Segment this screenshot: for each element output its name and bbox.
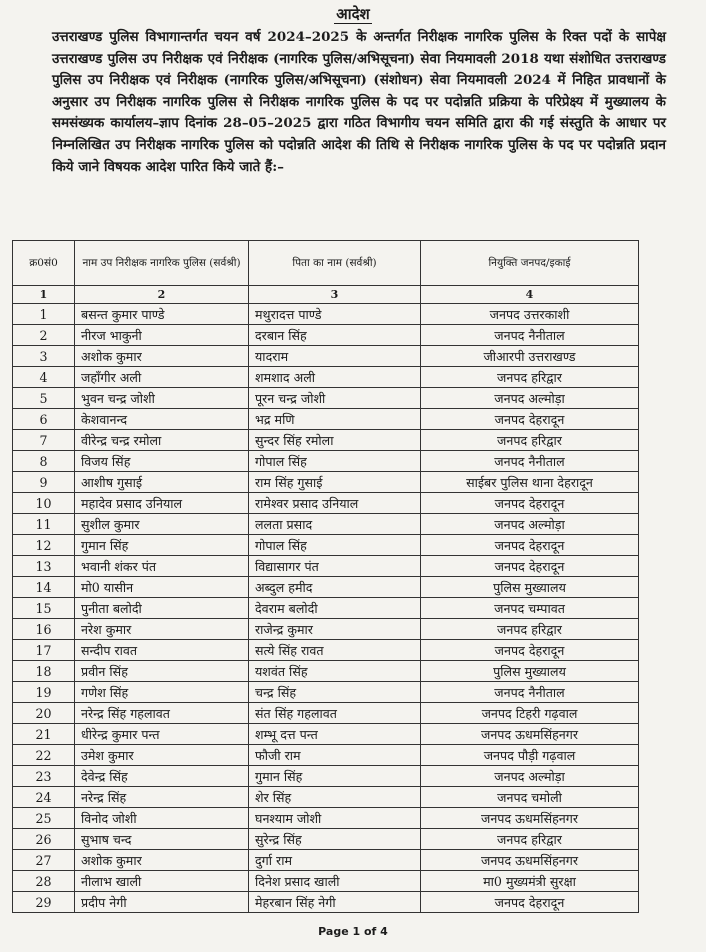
column-number: 3 [249,286,421,304]
posting-unit: जनपद चम्पावत [421,598,639,619]
table-row [13,325,639,346]
row-serial: 6 [13,409,75,430]
table-row [13,787,639,808]
table-row [13,829,639,850]
row-serial: 28 [13,871,75,892]
posting-unit: जनपद अल्मोड़ा [421,766,639,787]
posting-unit: जनपद देहरादून [421,640,639,661]
officer-name: पुनीता बलोदी [75,598,249,619]
header-name: नाम उप निरीक्षक नागरिक पुलिस (सर्वश्री) [75,241,249,286]
row-serial: 14 [13,577,75,598]
father-name: यादराम [249,346,421,367]
table-row [13,892,639,913]
page-footer: Page 1 of 4 [318,925,388,938]
table-row [13,367,639,388]
officer-name: नरेन्द्र सिंह [75,787,249,808]
posting-unit: जनपद हरिद्वार [421,367,639,388]
table-row [13,724,639,745]
column-number-row [13,286,639,304]
row-serial: 26 [13,829,75,850]
row-serial: 10 [13,493,75,514]
father-name: दिनेश प्रसाद खाली [249,871,421,892]
table-row [13,409,639,430]
row-serial: 24 [13,787,75,808]
document-title: आदेश [336,5,370,23]
row-serial: 29 [13,892,75,913]
officer-name: देवेन्द्र सिंह [75,766,249,787]
officer-name: मो0 यासीन [75,577,249,598]
posting-unit: जनपद अल्मोड़ा [421,514,639,535]
father-name: भद्र मणि [249,409,421,430]
posting-unit: जनपद उत्तरकाशी [421,304,639,325]
father-name: गोपाल सिंह [249,451,421,472]
father-name: देवराम बलोदी [249,598,421,619]
row-serial: 19 [13,682,75,703]
officer-name: प्रवीन सिंह [75,661,249,682]
row-serial: 25 [13,808,75,829]
father-name: पूरन चन्द्र जोशी [249,388,421,409]
header-posting: नियुक्ति जनपद/इकाई [421,241,639,286]
officer-name: भवानी शंकर पंत [75,556,249,577]
row-serial: 16 [13,619,75,640]
table-row [13,640,639,661]
officer-name: सन्दीप रावत [75,640,249,661]
row-serial: 3 [13,346,75,367]
posting-unit: जनपद हरिद्वार [421,829,639,850]
row-serial: 4 [13,367,75,388]
table-row [13,661,639,682]
father-name: रामेश्वर प्रसाद उनियाल [249,493,421,514]
row-serial: 21 [13,724,75,745]
officer-name: विनोद जोशी [75,808,249,829]
posting-unit: जनपद पौड़ी गढ़वाल [421,745,639,766]
table-header-row [13,241,639,286]
posting-unit: जनपद टिहरी गढ़वाल [421,703,639,724]
table-row [13,619,639,640]
posting-unit: जनपद नैनीताल [421,451,639,472]
father-name: सुन्दर सिंह रमोला [249,430,421,451]
table-row [13,493,639,514]
row-serial: 2 [13,325,75,346]
officer-name: बसन्त कुमार पाण्डे [75,304,249,325]
table-row [13,703,639,724]
officer-name: जहाँगीर अली [75,367,249,388]
column-number: 2 [75,286,249,304]
officer-name: केशवानन्द [75,409,249,430]
officer-name: सुभाष चन्द [75,829,249,850]
officer-name: आशीष गुसाई [75,472,249,493]
officer-name: उमेश कुमार [75,745,249,766]
posting-unit: साईबर पुलिस थाना देहरादून [421,472,639,493]
officer-name: विजय सिंह [75,451,249,472]
officer-name: महादेव प्रसाद उनियाल [75,493,249,514]
officer-name: नीरज भाकुनी [75,325,249,346]
table-body [13,304,639,913]
posting-unit: जनपद देहरादून [421,535,639,556]
father-name: मथुरादत्त पाण्डे [249,304,421,325]
row-serial: 11 [13,514,75,535]
officer-name: अशोक कुमार [75,850,249,871]
officer-name: गणेश सिंह [75,682,249,703]
posting-unit: जनपद देहरादून [421,556,639,577]
table-row [13,535,639,556]
table-row [13,871,639,892]
father-name: शम्भू दत्त पन्त [249,724,421,745]
father-name: राजेन्द्र कुमार [249,619,421,640]
posting-unit: जनपद हरिद्वार [421,619,639,640]
table-row [13,850,639,871]
officer-name: नरेन्द्र सिंह गहलावत [75,703,249,724]
officer-name: अशोक कुमार [75,346,249,367]
row-serial: 9 [13,472,75,493]
father-name: अब्दुल हमीद [249,577,421,598]
table-row [13,745,639,766]
table-row [13,577,639,598]
row-serial: 12 [13,535,75,556]
row-serial: 17 [13,640,75,661]
posting-unit: जनपद ऊधमसिंहनगर [421,724,639,745]
row-serial: 8 [13,451,75,472]
father-name: शेर सिंह [249,787,421,808]
father-name: राम सिंह गुसाई [249,472,421,493]
father-name: सुरेन्द्र सिंह [249,829,421,850]
father-name: ललता प्रसाद [249,514,421,535]
posting-unit: जनपद देहरादून [421,892,639,913]
officer-name: प्रदीप नेगी [75,892,249,913]
father-name: संत सिंह गहलावत [249,703,421,724]
row-serial: 15 [13,598,75,619]
row-serial: 1 [13,304,75,325]
father-name: घनश्याम जोशी [249,808,421,829]
father-name: विद्यासागर पंत [249,556,421,577]
row-serial: 20 [13,703,75,724]
father-name: गुमान सिंह [249,766,421,787]
officer-name: नरेश कुमार [75,619,249,640]
table-row [13,598,639,619]
father-name: मेहरबान सिंह नेगी [249,892,421,913]
officer-name: वीरेन्द्र चन्द्र रमोला [75,430,249,451]
column-number: 4 [421,286,639,304]
row-serial: 7 [13,430,75,451]
posting-unit: जनपद ऊधमसिंहनगर [421,850,639,871]
father-name: दुर्गा राम [249,850,421,871]
table-row [13,346,639,367]
row-serial: 27 [13,850,75,871]
posting-unit: पुलिस मुख्यालय [421,577,639,598]
officer-name: गुमान सिंह [75,535,249,556]
posting-unit: जीआरपी उत्तराखण्ड [421,346,639,367]
father-name: फौजी राम [249,745,421,766]
order-paragraph: उत्तराखण्ड पुलिस विभागान्तर्गत चयन वर्ष 2024–2025 के अन्तर्गत निरीक्षक नागरिक पुलिस के रिक्त पदों के सापेक्ष उत्तराखण्ड पुलिस उप निरीक्षक एवं निरीक्षक (नागरिक पुलिस/अभिसूचना) सेवा नियमावली 2018 यथा संशोधित उत्तराखण्ड पुलिस उप निरीक्षक एवं निरीक्षक (नागरिक पुलिस/अभिसूचना) (संशोधन) सेवा नियमावली 2024 में निहित प्रावधानों के अनुसार उप निरीक्षक नागरिक पुलिस से निरीक्षक नागरिक पुलिस के पद पर पदोन्नति प्रक्रिया के परिप्रेक्ष्य में मुख्यालय के समसंख्यक कार्यालय–ज्ञाप दिनांक 28–05–2025 द्वारा गठित विभागीय चयन समिति द्वारा की गई संस्तुति के आधार पर निम्नलिखित उप निरीक्षक नागरिक पुलिस को पदोन्नति आदेश की तिथि से निरीक्षक नागरिक पुलिस के पद पर पदोन्नति प्रदान किये जाने विषयक आदेश पारित किये जाते हैं:– [52,29,666,175]
table-row [13,472,639,493]
father-name: शमशाद अली [249,367,421,388]
officer-name: भुवन चन्द्र जोशी [75,388,249,409]
column-number: 1 [13,286,75,304]
father-name: सत्ये सिंह रावत [249,640,421,661]
posting-unit: जनपद देहरादून [421,493,639,514]
officer-name: धीरेन्द्र कुमार पन्त [75,724,249,745]
table-row [13,388,639,409]
row-serial: 18 [13,661,75,682]
promotion-table [12,240,639,913]
table-row [13,766,639,787]
father-name: चन्द्र सिंह [249,682,421,703]
row-serial: 5 [13,388,75,409]
table-row [13,556,639,577]
table-row [13,430,639,451]
posting-unit: जनपद नैनीताल [421,325,639,346]
table-row [13,304,639,325]
officer-name: नीलाभ खाली [75,871,249,892]
row-serial: 13 [13,556,75,577]
father-name: दरबान सिंह [249,325,421,346]
row-serial: 22 [13,745,75,766]
officer-name: सुशील कुमार [75,514,249,535]
posting-unit: जनपद चमोली [421,787,639,808]
father-name: यशवंत सिंह [249,661,421,682]
posting-unit: पुलिस मुख्यालय [421,661,639,682]
header-father-name: पिता का नाम (सर्वश्री) [249,241,421,286]
row-serial: 23 [13,766,75,787]
posting-unit: जनपद हरिद्वार [421,430,639,451]
table-row [13,451,639,472]
posting-unit: जनपद ऊधमसिंहनगर [421,808,639,829]
table-row [13,682,639,703]
posting-unit: जनपद नैनीताल [421,682,639,703]
posting-unit: जनपद देहरादून [421,409,639,430]
header-serial: क्र0सं0 [13,241,75,286]
posting-unit: मा0 मुख्यमंत्री सुरक्षा [421,871,639,892]
table-row [13,808,639,829]
table-row [13,514,639,535]
posting-unit: जनपद अल्मोड़ा [421,388,639,409]
father-name: गोपाल सिंह [249,535,421,556]
